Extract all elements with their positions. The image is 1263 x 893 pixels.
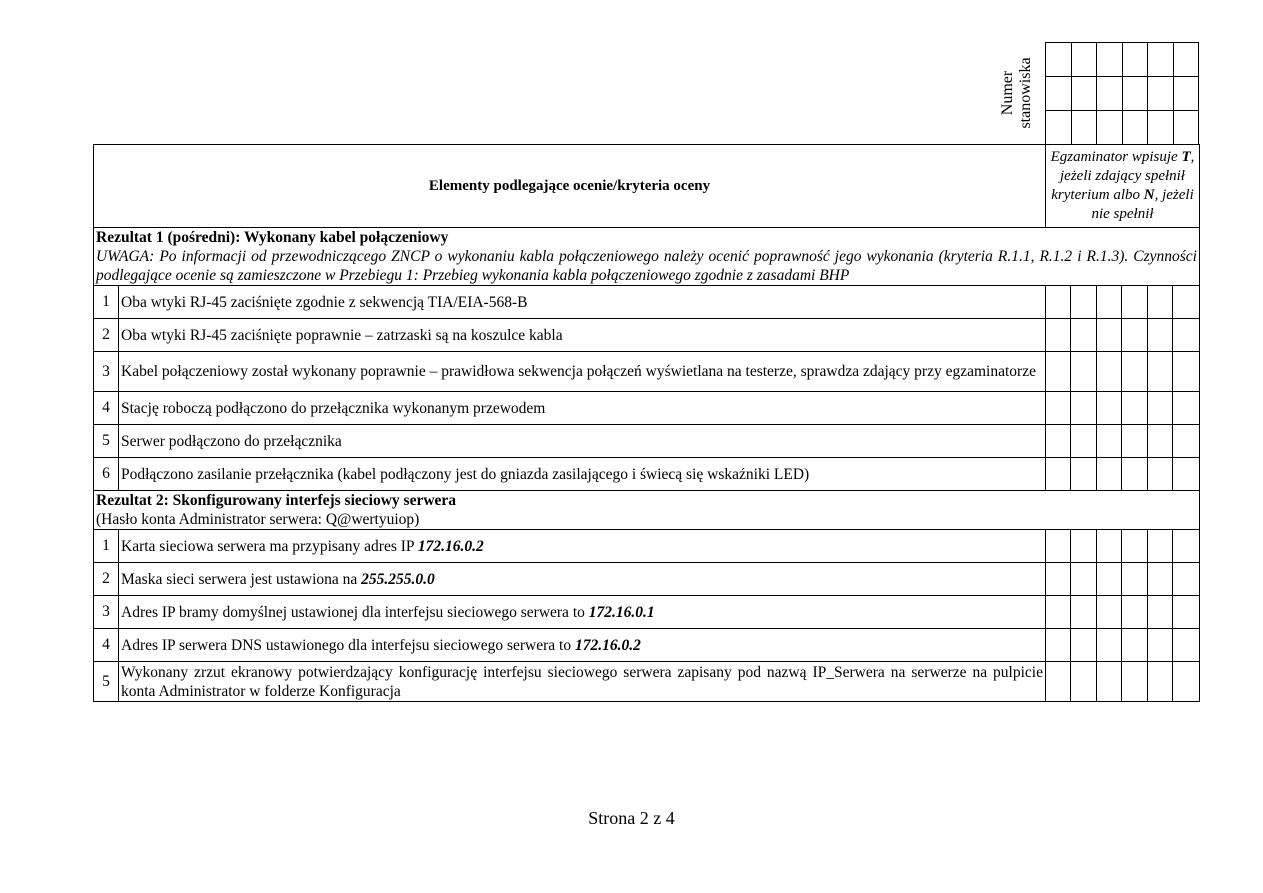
check-cell[interactable] (1148, 662, 1173, 702)
check-cell[interactable] (1148, 563, 1173, 596)
check-cell[interactable] (1122, 319, 1148, 352)
station-cell[interactable] (1148, 111, 1174, 145)
table-row (94, 458, 1200, 491)
check-cell[interactable] (1122, 596, 1148, 629)
check-cell[interactable] (1173, 662, 1200, 702)
criterion-text: Karta sieciowa serwera ma przypisany adres IP 172.16.0.2 (119, 530, 1046, 563)
station-cell[interactable] (1071, 77, 1097, 111)
check-cell[interactable] (1046, 662, 1071, 702)
table-row (94, 530, 1200, 563)
check-cell[interactable] (1122, 563, 1148, 596)
check-cell[interactable] (1148, 458, 1173, 491)
station-cell[interactable] (1148, 77, 1174, 111)
check-cell[interactable] (1173, 563, 1200, 596)
table-row (94, 662, 1200, 702)
check-cell[interactable] (1122, 392, 1148, 425)
station-cell[interactable] (1097, 111, 1123, 145)
criterion-text: Adres IP bramy domyślnej ustawionej dla interfejsu sieciowego serwera to 172.16.0.1 (119, 596, 1046, 629)
check-cell[interactable] (1071, 629, 1097, 662)
station-cell[interactable] (1148, 43, 1174, 77)
row-number: 4 (94, 629, 119, 662)
check-cell[interactable] (1148, 319, 1173, 352)
check-cell[interactable] (1173, 629, 1200, 662)
check-cell[interactable] (1148, 425, 1173, 458)
check-cell[interactable] (1122, 629, 1148, 662)
station-number-block (988, 42, 1199, 144)
check-cell[interactable] (1173, 286, 1200, 319)
check-cell[interactable] (1097, 458, 1122, 491)
check-cell[interactable] (1122, 530, 1148, 563)
header-title: Elementy podlegające ocenie/kryteria oceny (94, 145, 1046, 228)
check-cell[interactable] (1071, 662, 1097, 702)
check-cell[interactable] (1071, 530, 1097, 563)
assessment-table (93, 144, 1200, 702)
row-number: 2 (94, 563, 119, 596)
check-cell[interactable] (1046, 286, 1071, 319)
criterion-text: Wykonany zrzut ekranowy potwierdzający konfigurację interfejsu sieciowego serwera zapisany pod nazwą IP_Serwera na serwerze na pulpicie konta Administrator w folderze Konfiguracja (119, 662, 1046, 702)
check-cell[interactable] (1122, 458, 1148, 491)
check-cell[interactable] (1071, 392, 1097, 425)
table-row (94, 425, 1200, 458)
table-header-row (94, 145, 1200, 228)
mask-value: 255.255.0.0 (361, 570, 435, 588)
check-cell[interactable] (1071, 596, 1097, 629)
check-cell[interactable] (1046, 458, 1071, 491)
page-number: Strona 2 z 4 (588, 808, 675, 828)
criterion-text: Adres IP serwera DNS ustawionego dla interfejsu sieciowego serwera to 172.16.0.2 (119, 629, 1046, 662)
section-1-header (94, 228, 1200, 286)
check-cell[interactable] (1046, 563, 1071, 596)
station-cell[interactable] (1046, 77, 1072, 111)
row-number: 4 (94, 392, 119, 425)
row-number: 6 (94, 458, 119, 491)
dns-value: 172.16.0.2 (574, 636, 641, 654)
row-number: 2 (94, 319, 119, 352)
check-cell[interactable] (1173, 530, 1200, 563)
check-cell[interactable] (1097, 319, 1122, 352)
station-number-grid (1045, 42, 1199, 145)
table-row (94, 563, 1200, 596)
row-number: 1 (94, 286, 119, 319)
station-label (988, 42, 1045, 144)
check-cell[interactable] (1046, 596, 1071, 629)
table-row (94, 392, 1200, 425)
table-row (94, 352, 1200, 392)
station-label-text: Numer stanowiska (998, 57, 1034, 129)
criterion-text: Oba wtyki RJ-45 zaciśnięte zgodnie z sekwencją TIA/EIA-568-B (119, 286, 1046, 319)
check-cell[interactable] (1173, 392, 1200, 425)
table-row (94, 319, 1200, 352)
check-cell[interactable] (1173, 319, 1200, 352)
check-cell[interactable] (1122, 425, 1148, 458)
check-cell[interactable] (1097, 392, 1122, 425)
section-2-title: Rezultat 2: Skonfigurowany interfejs sieciowy serwera (96, 492, 457, 509)
station-cell[interactable] (1046, 111, 1072, 145)
criterion-text: Oba wtyki RJ-45 zaciśnięte poprawnie – zatrzaski są na koszulce kabla (119, 319, 1046, 352)
table-row (94, 596, 1200, 629)
check-cell[interactable] (1148, 629, 1173, 662)
check-cell[interactable] (1122, 662, 1148, 702)
check-cell[interactable] (1173, 425, 1200, 458)
station-cell[interactable] (1122, 77, 1148, 111)
station-cell[interactable] (1071, 43, 1097, 77)
row-number: 5 (94, 425, 119, 458)
table-row (94, 286, 1200, 319)
row-number: 1 (94, 530, 119, 563)
section-2-note: (Hasło konta Administrator serwera: Q@wertyuiop) (96, 511, 420, 528)
check-cell[interactable] (1046, 319, 1071, 352)
criterion-text: Stację roboczą podłączono do przełącznika wykonanym przewodem (119, 392, 1046, 425)
check-cell[interactable] (1148, 286, 1173, 319)
check-cell[interactable] (1097, 596, 1122, 629)
check-cell[interactable] (1173, 596, 1200, 629)
check-cell[interactable] (1071, 563, 1097, 596)
station-cell[interactable] (1046, 43, 1072, 77)
section-1-note: UWAGA: Po informacji od przewodniczącego ZNCP o wykonaniu kabla połączeniowego należy ocenić poprawność jego wykonania (kryteria R.1.1, R.1.2 i R.1.3). Czynności podlegające ocenie są zamieszczone w Przebiegu 1: Przebieg wykonania kabla połączeniowego zgodnie z zasadami BHP (96, 248, 1197, 284)
station-cell[interactable] (1097, 43, 1123, 77)
check-cell[interactable] (1071, 319, 1097, 352)
station-cell[interactable] (1122, 43, 1148, 77)
station-cell[interactable] (1122, 111, 1148, 145)
station-cell[interactable] (1173, 111, 1199, 145)
check-cell[interactable] (1071, 425, 1097, 458)
ip-value: 172.16.0.2 (417, 537, 484, 555)
check-cell[interactable] (1097, 286, 1122, 319)
criterion-text: Maska sieci serwera jest ustawiona na 255.255.0.0 (119, 563, 1046, 596)
check-cell[interactable] (1148, 352, 1173, 392)
check-cell[interactable] (1122, 286, 1148, 319)
check-cell[interactable] (1097, 425, 1122, 458)
check-cell[interactable] (1097, 662, 1122, 702)
check-cell[interactable] (1046, 352, 1071, 392)
station-cell[interactable] (1173, 77, 1199, 111)
check-cell[interactable] (1173, 458, 1200, 491)
section-1-title: Rezultat 1 (pośredni): Wykonany kabel połączeniowy (96, 229, 449, 246)
check-cell[interactable] (1148, 596, 1173, 629)
check-cell[interactable] (1071, 352, 1097, 392)
check-cell[interactable] (1097, 352, 1122, 392)
table-row (94, 629, 1200, 662)
station-cell[interactable] (1071, 111, 1097, 145)
check-cell[interactable] (1046, 629, 1071, 662)
check-cell[interactable] (1173, 352, 1200, 392)
station-cell[interactable] (1097, 77, 1123, 111)
check-cell[interactable] (1097, 629, 1122, 662)
gateway-value: 172.16.0.1 (588, 603, 655, 621)
section-2-header (94, 491, 1200, 530)
check-cell[interactable] (1071, 286, 1097, 319)
check-cell[interactable] (1097, 563, 1122, 596)
check-cell[interactable] (1148, 392, 1173, 425)
criterion-text: Podłączono zasilanie przełącznika (kabel podłączony jest do gniazda zasilającego i świecą się wskaźniki LED) (119, 458, 1046, 491)
check-cell[interactable] (1097, 530, 1122, 563)
check-cell[interactable] (1122, 352, 1148, 392)
header-note: Egzaminator wpisuje T, jeżeli zdający spełnił kryterium albo N, jeżeli nie spełnił (1046, 145, 1200, 228)
check-cell[interactable] (1071, 458, 1097, 491)
check-cell[interactable] (1046, 530, 1071, 563)
row-number: 5 (94, 662, 119, 702)
row-number: 3 (94, 352, 119, 392)
row-number: 3 (94, 596, 119, 629)
criterion-text: Kabel połączeniowy został wykonany poprawnie – prawidłowa sekwencja połączeń wyświetlana na testerze, sprawdza zdający przy egzaminatorze (119, 352, 1046, 392)
check-cell[interactable] (1148, 530, 1173, 563)
station-cell[interactable] (1173, 43, 1199, 77)
criterion-text: Serwer podłączono do przełącznika (119, 425, 1046, 458)
check-cell[interactable] (1046, 425, 1071, 458)
check-cell[interactable] (1046, 392, 1071, 425)
